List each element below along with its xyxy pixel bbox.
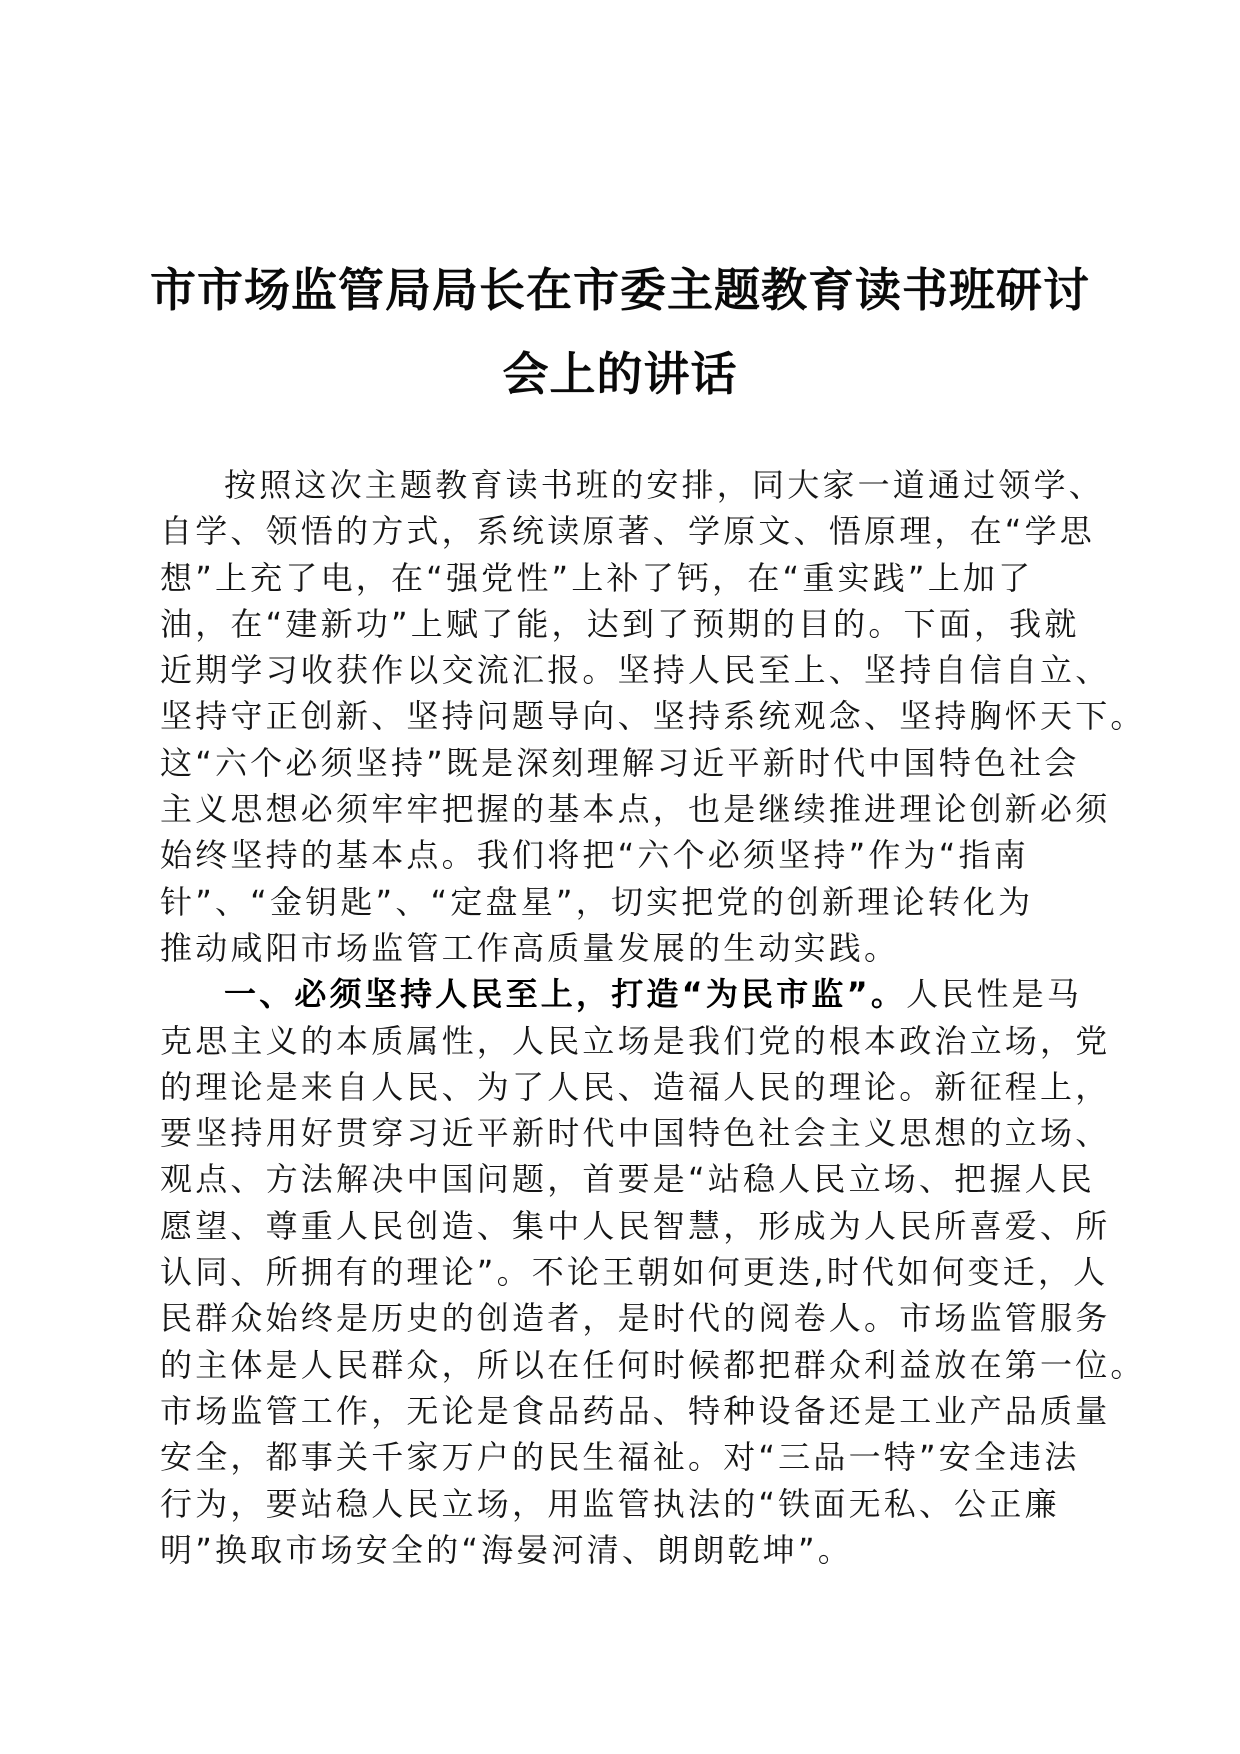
text-line: 民群众始终是历史的创造者，是时代的阅卷人。市场监管服务 bbox=[160, 1299, 1111, 1338]
intro-paragraph bbox=[160, 462, 1146, 971]
section-1-heading: 一、必须坚持人民至上，打造“为民市监”。 bbox=[224, 975, 907, 1014]
text-line: 推动咸阳市场监管工作高质量发展的生动实践。 bbox=[160, 928, 900, 967]
document-title bbox=[140, 248, 1100, 416]
text-line: 的理论是来自人民、为了人民、造福人民的理论。新征程上， bbox=[160, 1067, 1111, 1106]
text-line: 市场监管工作，无论是食品药品、特种设备还是工业产品质量 bbox=[160, 1391, 1111, 1430]
text-line: 主义思想必须牢牢把握的基本点，也是继续推进理论创新必须 bbox=[160, 790, 1111, 829]
text-line: 自学、领悟的方式，系统读原著、学原文、悟原理，在“学思 bbox=[160, 512, 1095, 551]
text-line: 这“六个必须坚持”既是深刻理解习近平新时代中国特色社会 bbox=[160, 743, 1080, 782]
title-line-1: 市市场监管局局长在市委主题教育读书班研讨 bbox=[150, 263, 1090, 317]
text-line: 始终坚持的基本点。我们将把“六个必须坚持”作为“指南 bbox=[160, 836, 1029, 875]
text-line: 明”换取市场安全的“海晏河清、朗朗乾坤”。 bbox=[160, 1530, 853, 1569]
document-body bbox=[160, 462, 1146, 1573]
section-1-paragraph bbox=[160, 971, 1146, 1573]
text-line: 要坚持用好贯穿习近平新时代中国特色社会主义思想的立场、 bbox=[160, 1114, 1111, 1153]
text-line: 近期学习收获作以交流汇报。坚持人民至上、坚持自信自立、 bbox=[160, 651, 1111, 690]
text-line: 愿望、尊重人民创造、集中人民智慧，形成为人民所喜爱、所 bbox=[160, 1206, 1111, 1245]
text-line: 安全，都事关千家万户的民生福祉。对“三品一特”安全违法 bbox=[160, 1438, 1080, 1477]
section-1-first-line bbox=[160, 971, 1083, 1017]
section-1-first-line-text: 人民性是马 bbox=[906, 975, 1083, 1014]
text-line: 想”上充了电，在“强党性”上补了钙，在“重实践”上加了 bbox=[160, 558, 1034, 597]
text-line: 观点、方法解决中国问题，首要是“站稳人民立场、把握人民 bbox=[160, 1160, 1095, 1199]
text-line: 针”、“金钥匙”、“定盘星”，切实把党的创新理论转化为 bbox=[160, 882, 1034, 921]
text-line: 克思主义的本质属性，人民立场是我们党的根本政治立场，党 bbox=[160, 1021, 1111, 1060]
text-line: 油，在“建新功”上赋了能，达到了预期的目的。下面，我就 bbox=[160, 604, 1080, 643]
text-line: 的主体是人民群众，所以在任何时候都把群众利益放在第一位。 bbox=[160, 1345, 1146, 1384]
text-line: 按照这次主题教育读书班的安排，同大家一道通过领学、 bbox=[224, 466, 1105, 504]
text-line: 认同、所拥有的理论”。不论王朝如何更迭,时代如何变迁，人 bbox=[160, 1253, 1109, 1292]
text-line: 坚持守正创新、坚持问题导向、坚持系统观念、坚持胸怀天下。 bbox=[160, 697, 1146, 736]
title-line-2: 会上的讲话 bbox=[502, 347, 738, 401]
text-line: 行为，要站稳人民立场，用监管执法的“铁面无私、公正廉 bbox=[160, 1484, 1060, 1523]
